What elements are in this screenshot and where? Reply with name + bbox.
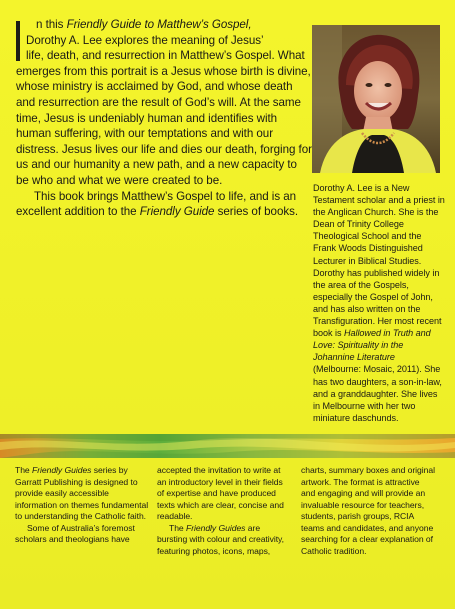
footer-column-1 [15, 465, 149, 546]
footer-col3-paragraph: charts, summary boxes and original artwork. The format is attractive and engaging and will provide an invaluable resource for teachers, students, parish groups, RCIA teams and candidates, and anyone searching for a clear explanation of Catholic tradition. [301, 465, 435, 556]
author-bio [313, 182, 445, 424]
footer-column-3 [301, 465, 435, 557]
footer-col1-paragraph-2: Some of Australia’s foremost scholars and theologians have [15, 522, 135, 544]
decorative-paint-band [0, 434, 455, 458]
intro-paragraph-2: This book brings Matthew’s Gospel to life, and is an excellent addition to the Friendly Guide series of books. [16, 189, 299, 219]
author-book-title: Hallowed in Truth and Love: Spirituality in the Johannine Literature [313, 328, 431, 363]
author-portrait-image [312, 25, 440, 173]
intro-text [16, 17, 312, 220]
footer-col2-paragraph-2: The Friendly Guides are bursting with colour and creativity, featuring photos, icons, maps, [157, 522, 285, 556]
series-name: Friendly Guide [139, 205, 215, 219]
footer-col1-paragraph-1: The Friendly Guides series by Garratt Publishing is designed to provide easily accessible information on themes fundamental to understanding the Catholic faith. [15, 465, 149, 521]
author-photo [312, 25, 440, 173]
footer-col2-paragraph-1: accepted the invitation to write at an introductory level in their fields of expertise and have produced texts which are clear, concise and readable. [157, 465, 284, 521]
intro-paragraph-1: n this Friendly Guide to Matthew’s Gospel, Dorothy A. Lee explores the meaning of Jesus’ life, death, and resurrection in Matthew’s Gospel. What emerges from this portrait is a Jesus whose birth is divine, whose ministry is acclaimed by God, and whose death and resurrection are the result of God’s will. At the same time, Jesus is undeniably human and identifies with human suffering, with our temptations and with our distress. Jesus lives our life and dies our death, forging for us and our humanity a new path, and a new capacity to be who and what we were created to be. [16, 18, 312, 187]
paint-stroke-graphic [0, 434, 455, 458]
book-title: Friendly Guide to Matthew’s Gospel, [66, 18, 252, 31]
footer-column-2 [157, 465, 291, 557]
author-bio-paragraph: Dorothy A. Lee is a New Testament scholar and a priest in the Anglican Church. She is the Dean of Trinity College Theological School and the Frank Woods Distinguished Lecturer in Biblical Studies. Dorothy has published widely in the area of the Gospels, especially the Gospel of John, and has also written on the Transfiguration. Her most recent book is Hallowed in Truth and Love: Spirituality in the Johannine Literature (Melbourne: Mosaic, 2011). She has two daughters, a son-in-law, and a granddaughter. She lives in Melbourne with her two miniature daschunds. [313, 183, 445, 423]
